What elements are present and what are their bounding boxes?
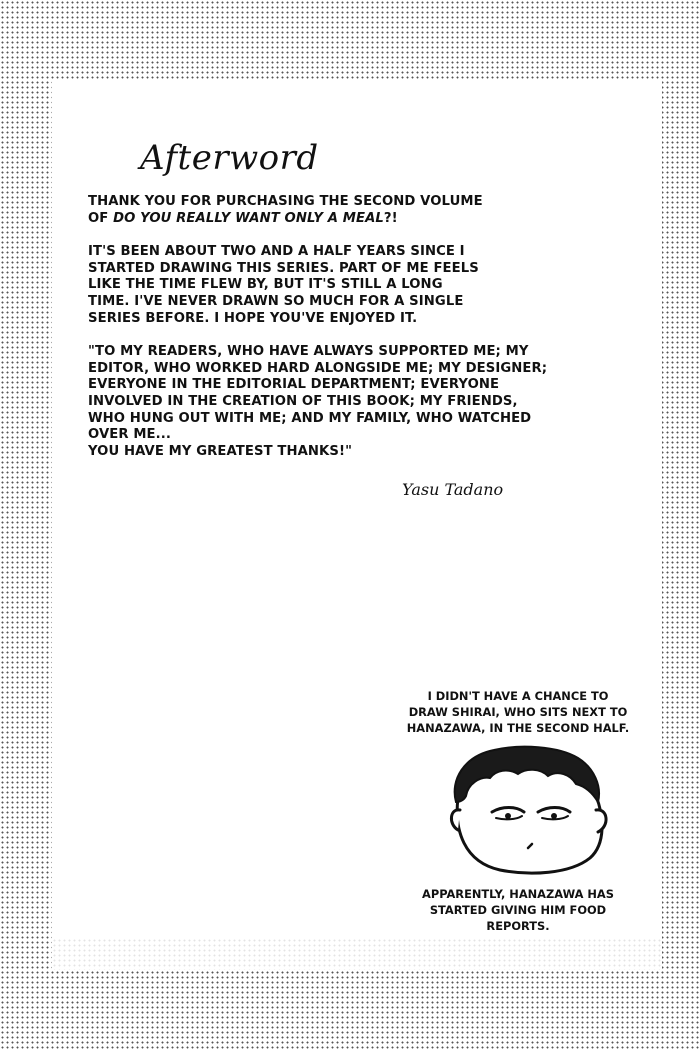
author-signature: Yasu Tadano xyxy=(402,480,504,499)
intro-line-2-suffix: ?! xyxy=(383,210,398,226)
book-title: DO YOU REALLY WANT ONLY A MEAL xyxy=(113,210,384,226)
thanks-paragraph: "TO MY READERS, WHO HAVE ALWAYS SUPPORTED ME; MY EDITOR, WHO WORKED HARD ALONGSIDE ME; MY DESIGNER; EVERYONE IN THE EDITORIAL DEPARTMENT; EVERYONE INVOLVED IN THE CREATION OF THIS BOOK; MY FRIENDS, WHO HUNG OUT WITH ME; AND MY FAMILY, WHO WATCHED OVER ME... YOU HAVE MY GREATEST THANKS!" xyxy=(88,344,548,459)
intro-line-2-prefix: OF xyxy=(88,210,114,226)
afterword-body xyxy=(88,194,558,477)
sketch-caption-bottom: APPARENTLY, HANAZAWA HAS STARTED GIVING HIM FOOD REPORTS. xyxy=(422,887,614,933)
screentone-band xyxy=(52,938,662,970)
intro-paragraph xyxy=(88,194,558,227)
sketch-caption-top: I DIDN'T HAVE A CHANCE TO DRAW SHIRAI, WHO SITS NEXT TO HANAZAWA, IN THE SECOND HALF. xyxy=(406,689,630,735)
page-panel xyxy=(52,80,662,970)
intro-line-1: THANK YOU FOR PURCHASING THE SECOND VOLUME xyxy=(88,194,483,209)
page-title: Afterword xyxy=(140,138,319,178)
left-pupil xyxy=(505,813,511,819)
shirai-face-icon xyxy=(420,740,630,880)
series-paragraph: IT'S BEEN ABOUT TWO AND A HALF YEARS SINCE I STARTED DRAWING THIS SERIES. PART OF ME FEELS LIKE THE TIME FLEW BY, BUT IT'S STILL A LONG TIME. I'VE NEVER DRAWN SO MUCH FOR A SINGLE SERIES BEFORE. I HOPE YOU'VE ENJOYED IT. xyxy=(88,244,479,326)
right-pupil xyxy=(551,813,557,819)
